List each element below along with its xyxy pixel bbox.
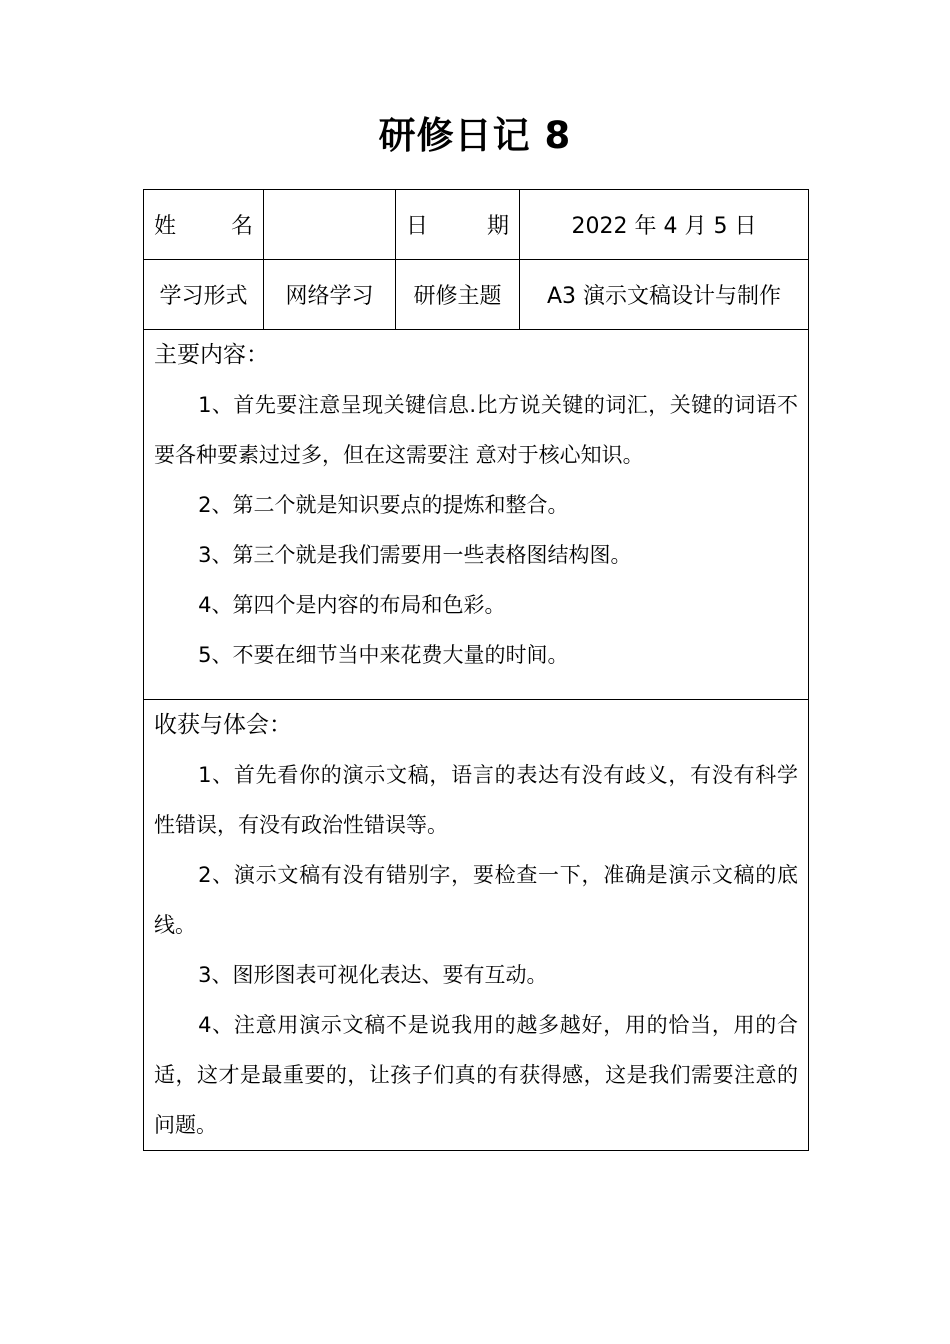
- document-title: 研修日记 8: [378, 114, 572, 157]
- main-content-cell: [144, 330, 809, 700]
- main-content-item-3: 3、第三个就是我们需要用一些表格图结构图。: [198, 543, 632, 567]
- name-label-cell: [144, 190, 264, 260]
- gains-heading: 收获与体会：: [154, 712, 292, 738]
- info-row-form-topic: [144, 260, 809, 330]
- main-content-item-1: 1、首先要注意呈现关键信息.比方说关键的词汇，关键的词语不要各种要素过过多，但在这需要注 意对于核心知识。: [154, 393, 798, 467]
- gains-item-3: 3、图形图表可视化表达、要有互动。: [198, 963, 548, 987]
- diary-table: [143, 189, 809, 1151]
- gains-item-2: 2、演示文稿有没有错别字，要检查一下，准确是演示文稿的底线。: [154, 863, 798, 937]
- date-label-char-1: 日: [406, 214, 429, 239]
- date-label-char-2: 期: [486, 214, 509, 239]
- form-value-cell: 网络学习: [264, 260, 396, 330]
- main-content-heading: 主要内容：: [154, 342, 269, 368]
- date-label-cell: [396, 190, 520, 260]
- topic-label-cell: 研修主题: [396, 260, 520, 330]
- form-label-cell: 学习形式: [144, 260, 264, 330]
- main-content-item-5: 5、不要在细节当中来花费大量的时间。: [198, 643, 569, 667]
- date-value-cell: 2022 年 4 月 5 日: [520, 190, 809, 260]
- info-row-name-date: [144, 190, 809, 260]
- main-content-row: [144, 330, 809, 700]
- main-content-item-4: 4、第四个是内容的布局和色彩。: [198, 593, 506, 617]
- gains-cell: [144, 700, 809, 1151]
- topic-value-cell: A3 演示文稿设计与制作: [520, 260, 809, 330]
- gains-row: [144, 700, 809, 1151]
- name-label-char-1: 姓: [154, 214, 177, 239]
- main-content-item-2: 2、第二个就是知识要点的提炼和整合。: [198, 493, 569, 517]
- gains-item-1: 1、首先看你的演示文稿，语言的表达有没有歧义，有没有科学性错误，有没有政治性错误等。: [154, 763, 798, 837]
- name-value-cell: [264, 190, 396, 260]
- name-label-char-2: 名: [230, 214, 253, 239]
- gains-item-4: 4、注意用演示文稿不是说我用的越多越好，用的恰当，用的合适，这才是最重要的，让孩子们真的有获得感，这是我们需要注意的问题。: [154, 1013, 798, 1137]
